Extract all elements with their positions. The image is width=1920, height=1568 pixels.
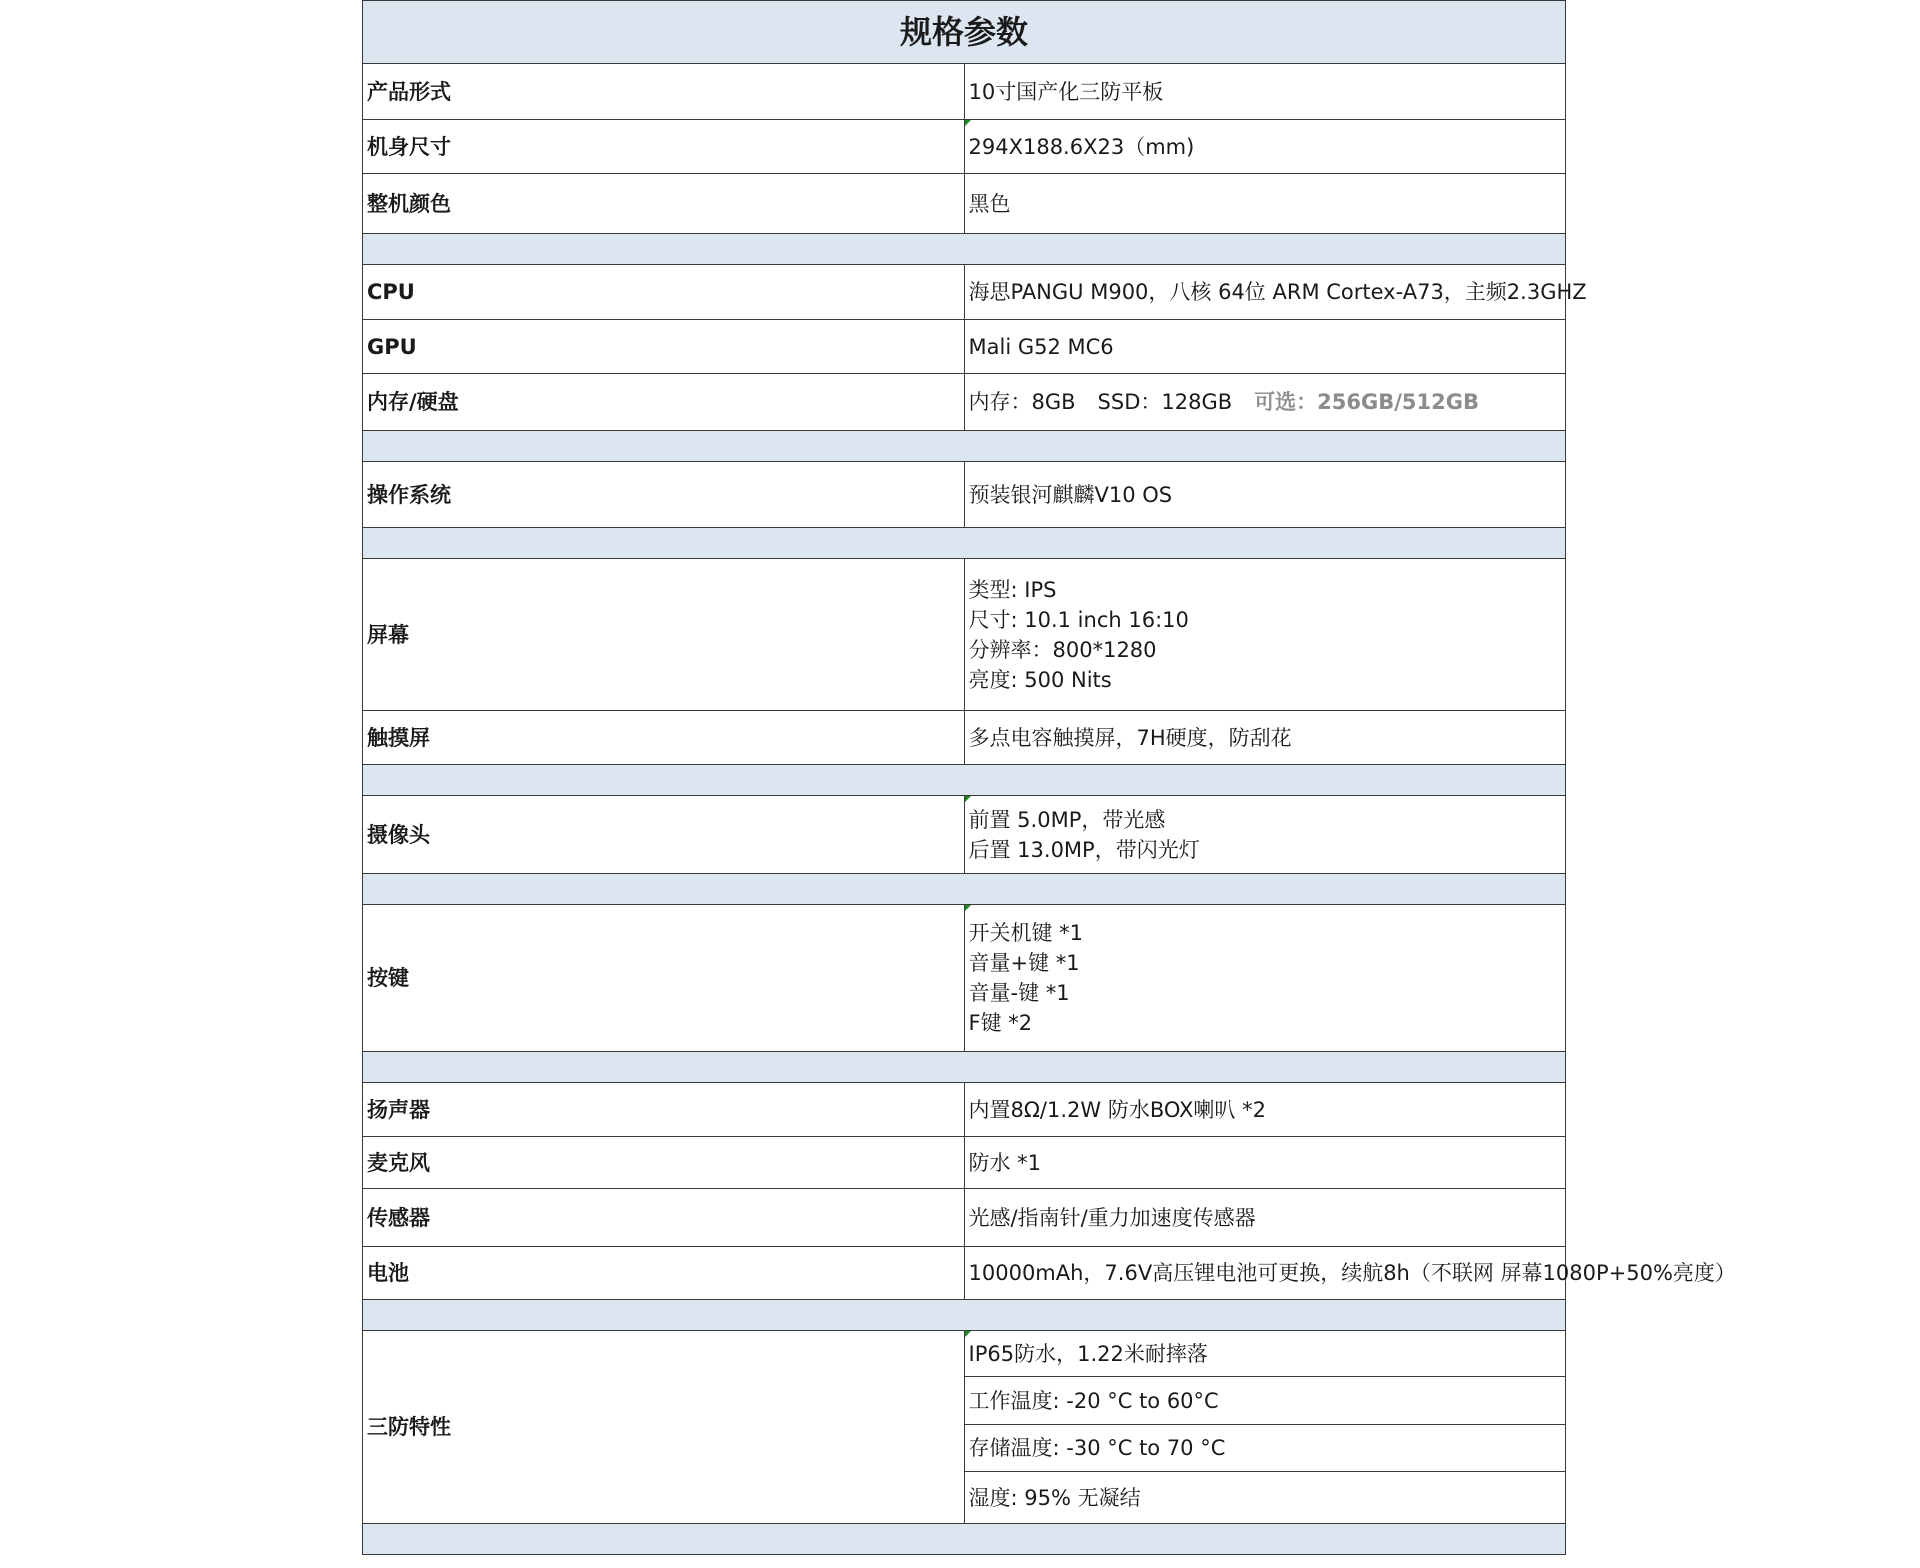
camera-line: 后置 13.0MP，带闪光灯 <box>968 837 1200 862</box>
rugged-line: IP65防水，1.22米耐摔落 <box>964 1331 1566 1377</box>
separator-row <box>363 234 1566 265</box>
row-label-camera: 摄像头 <box>363 796 965 874</box>
row-value-screen <box>964 559 1566 711</box>
separator-row <box>363 1052 1566 1083</box>
row-value-form: 10寸国产化三防平板 <box>964 64 1566 120</box>
row-label-form: 产品形式 <box>363 64 965 120</box>
row-label-keys: 按键 <box>363 905 965 1052</box>
table-row <box>363 374 1566 431</box>
storage-ssd: SSD：128GB <box>1097 390 1233 414</box>
table-row <box>363 1137 1566 1189</box>
row-value-touch: 多点电容触摸屏，7H硬度，防刮花 <box>964 711 1566 765</box>
spec-table <box>362 0 1736 1555</box>
row-label-battery: 电池 <box>363 1247 965 1300</box>
table-row <box>363 905 1566 1052</box>
keys-line: F键 *2 <box>968 1011 1033 1035</box>
table-title: 规格参数 <box>363 1 1566 64</box>
table-row <box>363 1083 1566 1137</box>
section-divider <box>363 1052 1566 1083</box>
row-label-speaker: 扬声器 <box>363 1083 965 1137</box>
row-value-color: 黑色 <box>964 174 1566 234</box>
separator-row <box>363 1300 1566 1331</box>
keys-line: 开关机键 *1 <box>968 921 1084 945</box>
screen-line: 分辨率：800*1280 <box>968 637 1157 662</box>
table-row <box>363 559 1566 711</box>
table-row <box>363 796 1566 874</box>
table-row <box>363 265 1566 320</box>
table-row <box>363 64 1566 120</box>
keys-line: 音量-键 *1 <box>968 981 1070 1005</box>
storage-ram: 内存：8GB <box>968 390 1076 414</box>
camera-line: 前置 5.0MP，带光感 <box>968 807 1166 832</box>
screen-line: 亮度: 500 Nits <box>968 667 1112 692</box>
row-label-os: 操作系统 <box>363 462 965 528</box>
row-label-mic: 麦克风 <box>363 1137 965 1189</box>
row-value-keys <box>964 905 1566 1052</box>
section-divider <box>363 234 1566 265</box>
row-value-storage <box>964 374 1566 431</box>
row-label-rugged: 三防特性 <box>363 1331 965 1524</box>
table-row <box>363 120 1566 174</box>
section-divider <box>363 1300 1566 1331</box>
separator-row <box>363 528 1566 559</box>
row-label-screen: 屏幕 <box>363 559 965 711</box>
row-value-gpu: Mali G52 MC6 <box>964 320 1566 374</box>
rugged-line: 湿度: 95% 无凝结 <box>964 1472 1566 1524</box>
table-row <box>363 1331 1566 1377</box>
row-value-speaker: 内置8Ω/1.2W 防水BOX喇叭 *2 <box>964 1083 1566 1137</box>
rugged-line: 工作温度: -20 °C to 60°C <box>964 1377 1566 1425</box>
row-value-camera <box>964 796 1566 874</box>
row-label-gpu: GPU <box>363 320 965 374</box>
row-label-touch: 触摸屏 <box>363 711 965 765</box>
screen-line: 类型: IPS <box>968 577 1057 602</box>
table-row <box>363 1189 1566 1247</box>
title-row <box>363 1 1566 64</box>
section-divider <box>363 431 1566 462</box>
row-value-size: 294X188.6X23（mm) <box>964 120 1566 174</box>
row-value-mic: 防水 *1 <box>964 1137 1566 1189</box>
row-label-cpu: CPU <box>363 265 965 320</box>
row-label-size: 机身尺寸 <box>363 120 965 174</box>
row-label-storage: 内存/硬盘 <box>363 374 965 431</box>
row-label-sensor: 传感器 <box>363 1189 965 1247</box>
row-value-os: 预装银河麒麟V10 OS <box>964 462 1566 528</box>
row-value-sensor: 光感/指南针/重力加速度传感器 <box>964 1189 1566 1247</box>
screen-line: 尺寸: 10.1 inch 16:10 <box>968 607 1189 632</box>
storage-optional: 可选：256GB/512GB <box>1254 390 1479 414</box>
table-row <box>363 320 1566 374</box>
rugged-line: 存储温度: -30 °C to 70 °C <box>964 1425 1566 1472</box>
section-divider <box>363 528 1566 559</box>
row-value-cpu: 海思PANGU M900，八核 64位 ARM Cortex-A73，主频2.3GHZ <box>964 265 1566 320</box>
separator-row <box>363 431 1566 462</box>
row-value-battery: 10000mAh，7.6V高压锂电池可更换，续航8h（不联网 屏幕1080P+50%亮度） <box>964 1247 1566 1300</box>
table-row <box>363 711 1566 765</box>
row-label-color: 整机颜色 <box>363 174 965 234</box>
separator-row <box>363 874 1566 905</box>
table-row <box>363 174 1566 234</box>
keys-line: 音量+键 *1 <box>968 951 1080 975</box>
table-row <box>363 1247 1566 1300</box>
section-divider <box>363 765 1566 796</box>
table-row <box>363 462 1566 528</box>
separator-row <box>363 765 1566 796</box>
separator-row <box>363 1524 1566 1555</box>
section-divider <box>363 874 1566 905</box>
section-divider <box>363 1524 1566 1555</box>
